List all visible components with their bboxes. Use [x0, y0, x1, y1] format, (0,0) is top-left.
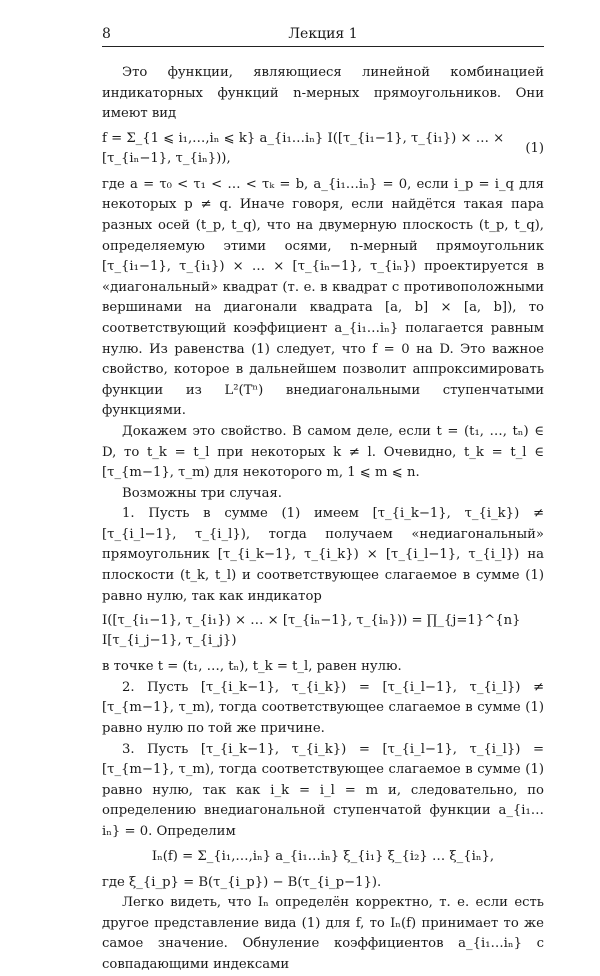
paragraph-intro: Это функции, являющиеся линейной комбинацией индикаторных функций n-мерных прямоугольников. Они имеют вид: [102, 65, 544, 122]
equation-indicator-body: I([τ_{i₁−1}, τ_{i₁}) × … × [τ_{iₙ−1}, τ_{iₙ})) = ∏_{j=1}^{n} I[τ_{i_j−1}, τ_{i_j}): [102, 613, 521, 649]
paragraph-case-1: 1. Пусть в сумме (1) имеем [τ_{i_k−1}, τ_{i_k}) ≠ [τ_{i_l−1}, τ_{i_l}), тогда получаем «недиагональный» прямоугольник [τ_{i_k−1}, τ_{i_k}) × [τ_{i_l−1}, τ_{i_l}) на плоскости (t_k, t_l) и соответствующее слагаемое в сумме (1) равно нулю, так как индикатор: [102, 506, 544, 604]
paragraph-proof-start: Докажем это свойство. В самом деле, если t = (t₁, …, tₙ) ∈ D, то t_k = t_l при некоторых k ≠ l. Очевидно, t_k = t_l ∈ [τ_{m−1}, τ_m) для некоторого m, 1 ⩽ m ⩽ n.: [102, 423, 544, 481]
equation-indicator: [102, 611, 544, 651]
paragraph-xi-definition: где ξ_{i_p} = B(τ_{i_p}) − B(τ_{i_p−1}).: [102, 874, 382, 890]
equation-1-number: (1): [525, 140, 544, 156]
equation-1: [102, 129, 544, 169]
running-title: Лекция 1: [288, 26, 358, 42]
page-number: 8: [102, 26, 111, 42]
paragraph-case-3: 3. Пусть [τ_{i_k−1}, τ_{i_k}) = [τ_{i_l−1}, τ_{i_l}) = [τ_{m−1}, τ_m), тогда соответствующее слагаемое в сумме (1) равно нулю, так как i_k = i_l = m и, следовательно, по определению внедиагональной ступенчатой функции a_{i₁…iₙ} = 0. Определим: [102, 741, 544, 839]
paragraph-case-2: 2. Пусть [τ_{i_k−1}, τ_{i_k}) = [τ_{i_l−1}, τ_{i_l}) ≠ [τ_{m−1}, τ_m), тогда соответствующее слагаемое в сумме (1) равно нулю по той же причине.: [102, 679, 544, 737]
page-header: [102, 26, 544, 47]
paragraph-case-1-end: в точке t = (t₁, …, tₙ), t_k = t_l, равен нулю.: [102, 659, 402, 675]
equation-integral: [102, 847, 544, 867]
page-body: [102, 63, 544, 976]
paragraph-correctness: Легко видеть, что Iₙ определён корректно, т. е. если есть другое представление вида (1) для f, то Iₙ(f) принимает то же самое значение. Обнуление коэффициентов a_{i₁…iₙ} с совпадающими индексами: [102, 895, 544, 972]
equation-integral-body: Iₙ(f) = Σ_{i₁,…,iₙ} a_{i₁…iₙ} ξ_{i₁} ξ_{i₂} … ξ_{iₙ},: [151, 848, 495, 864]
paragraph-cases: Возможны три случая.: [122, 485, 282, 501]
paragraph-definition: где a = τ₀ < τ₁ < … < τₖ = b, a_{i₁…iₙ} = 0, если i_p = i_q для некоторых p ≠ q. Иначе говоря, если найдётся такая пара разных осей (t_p, t_q), что на двумерную плоскость (t_p, t_q), определяемую этими осями, n-мерный прямоугольник [τ_{i₁−1}, τ_{i₁}) × … × [τ_{iₙ−1}, τ_{iₙ}) проектируется в «диагональный» квадрат (т. е. в квадрат с противоположными вершинами на диагонали квадрата [a, b] × [a, b]), то соответствующий коэффициент a_{i₁…iₙ} полагается равным нулю. Из равенства (1) следует, что f = 0 на D. Это важное свойство, которое в дальнейшем позволит аппроксимировать функции из L²(Tⁿ) внедиагональными ступенчатыми функциями.: [102, 176, 544, 419]
equation-1-body: f = Σ_{1 ⩽ i₁,…,iₙ ⩽ k} a_{i₁…iₙ} I([τ_{i₁−1}, τ_{i₁}) × … × [τ_{iₙ−1}, τ_{iₙ})),: [102, 130, 505, 166]
